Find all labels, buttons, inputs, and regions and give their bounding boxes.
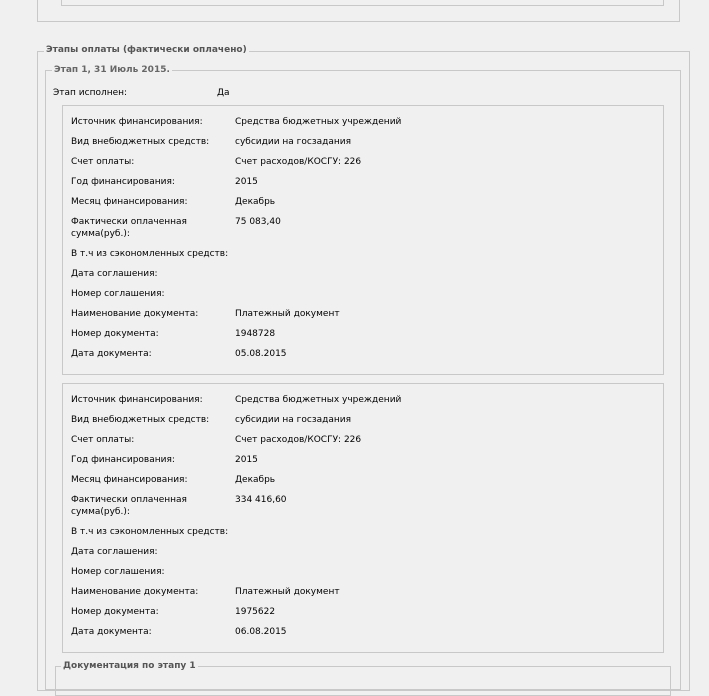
stage-completed-label: Этап исполнен: (53, 88, 128, 98)
field-label: Фактически оплаченная сумма(руб.): (71, 217, 187, 239)
field-label: Фактически оплаченная сумма(руб.): (71, 495, 187, 517)
field-value: Декабрь (235, 475, 276, 485)
field-value: 05.08.2015 (235, 349, 287, 359)
stage-completed-value: Да (217, 88, 230, 98)
field-label: В т.ч из сэкономленных средств: (71, 249, 229, 259)
payment-stages-legend: Этапы оплаты (фактически оплачено) (46, 45, 247, 55)
previous-section-inner (61, 0, 664, 6)
documentation-legend: Документация по этапу 1 (63, 661, 196, 671)
field-value: субсидии на госзадания (235, 415, 352, 425)
field-value: 1948728 (235, 329, 276, 339)
stage-legend: Этап 1, 31 Июль 2015. (54, 65, 170, 75)
field-label: Наименование документа: (71, 309, 199, 319)
field-label: В т.ч из сэкономленных средств: (71, 527, 229, 537)
field-label: Дата документа: (71, 627, 152, 637)
field-label: Номер документа: (71, 329, 159, 339)
payment-record (62, 105, 664, 375)
field-label: Источник финансирования: (71, 395, 203, 405)
field-value: 334 416,60 (235, 495, 287, 505)
payment-record (62, 383, 664, 653)
field-label: Дата документа: (71, 349, 152, 359)
field-label: Вид внебюджетных средств: (71, 137, 210, 147)
field-value: 75 083,40 (235, 217, 281, 227)
field-value: Средства бюджетных учреждений (235, 395, 402, 405)
field-value: субсидии на госзадания (235, 137, 352, 147)
field-value: 06.08.2015 (235, 627, 287, 637)
field-label: Дата соглашения: (71, 269, 158, 279)
field-value: Счет расходов/КОСГУ: 226 (235, 435, 362, 445)
field-label: Счет оплаты: (71, 435, 135, 445)
field-label: Год финансирования: (71, 455, 175, 465)
field-value: 2015 (235, 455, 258, 465)
field-label: Номер документа: (71, 607, 159, 617)
field-value: 1975622 (235, 607, 276, 617)
field-value: Платежный документ (235, 309, 340, 319)
field-label: Месяц финансирования: (71, 197, 188, 207)
field-value: Счет расходов/КОСГУ: 226 (235, 157, 362, 167)
field-value: Декабрь (235, 197, 276, 207)
field-label: Наименование документа: (71, 587, 199, 597)
field-label: Номер соглашения: (71, 567, 165, 577)
field-value: Средства бюджетных учреждений (235, 117, 402, 127)
field-value: Платежный документ (235, 587, 340, 597)
field-label: Год финансирования: (71, 177, 175, 187)
field-label: Вид внебюджетных средств: (71, 415, 210, 425)
field-label: Счет оплаты: (71, 157, 135, 167)
field-label: Источник финансирования: (71, 117, 203, 127)
field-label: Месяц финансирования: (71, 475, 188, 485)
field-label: Номер соглашения: (71, 289, 165, 299)
field-value: 2015 (235, 177, 258, 187)
field-label: Дата соглашения: (71, 547, 158, 557)
